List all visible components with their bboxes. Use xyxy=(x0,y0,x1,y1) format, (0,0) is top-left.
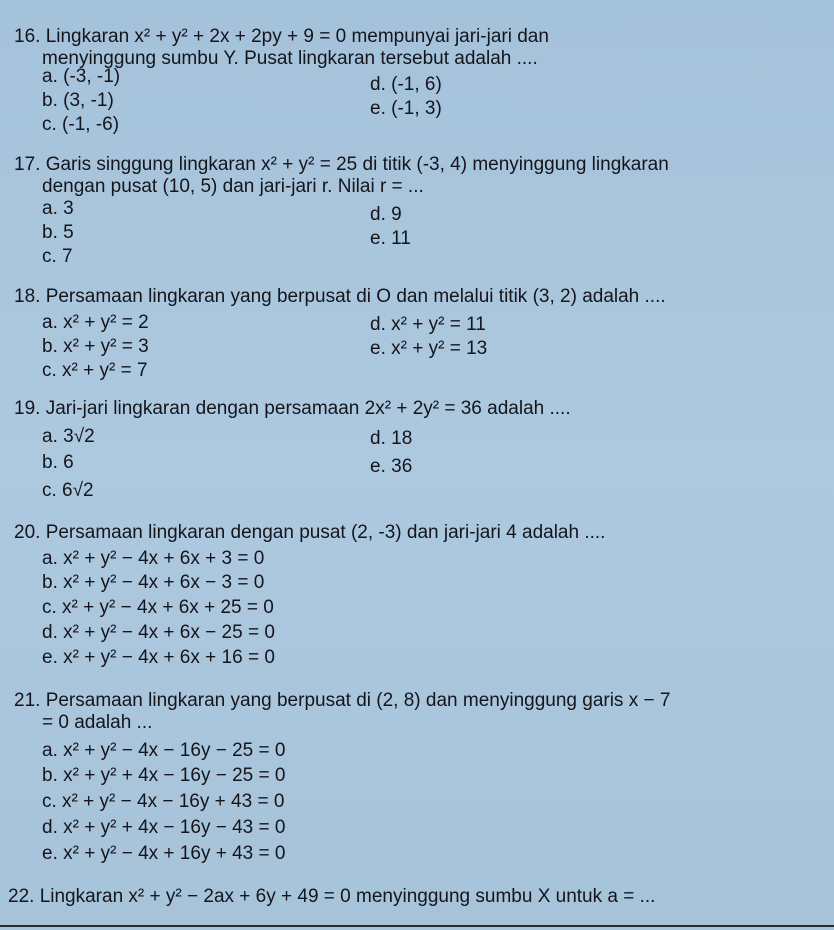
question-18-stem: 18. Persamaan lingkaran yang berpusat di O dan melalui titik (3, 2) adalah .... xyxy=(14,286,666,307)
q17-option-d[interactable]: d. 9 xyxy=(370,204,402,225)
question-19-stem: 19. Jari-jari lingkaran dengan persamaan 2x² + 2y² = 36 adalah .... xyxy=(14,398,571,419)
question-16-stem-continued: menyinggung sumbu Y. Pusat lingkaran tersebut adalah .... xyxy=(42,48,538,69)
q18-option-d[interactable]: d. x² + y² = 11 xyxy=(370,314,486,335)
q16-option-d[interactable]: d. (-1, 6) xyxy=(370,74,442,95)
q19-option-b[interactable]: b. 6 xyxy=(42,452,74,473)
q21-option-a[interactable]: a. x² + y² − 4x − 16y − 25 = 0 xyxy=(42,740,286,761)
q16-option-e[interactable]: e. (-1, 3) xyxy=(370,98,442,119)
question-16-stem: 16. Lingkaran x² + y² + 2x + 2py + 9 = 0 mempunyai jari-jari dan xyxy=(14,26,549,47)
page-bottom-edge xyxy=(0,925,834,927)
q17-option-a[interactable]: a. 3 xyxy=(42,198,74,219)
question-18 xyxy=(14,286,814,308)
question-17-stem-continued: dengan pusat (10, 5) dan jari-jari r. Nilai r = ... xyxy=(42,176,424,197)
question-17 xyxy=(14,154,814,198)
q20-option-c[interactable]: c. x² + y² − 4x + 6x + 25 = 0 xyxy=(42,597,274,618)
question-16 xyxy=(14,26,814,70)
q21-option-d[interactable]: d. x² + y² + 4x − 16y − 43 = 0 xyxy=(42,817,286,838)
q16-option-a[interactable]: a. (-3, -1) xyxy=(42,66,121,87)
q18-option-e[interactable]: e. x² + y² = 13 xyxy=(370,338,488,359)
q19-option-e[interactable]: e. 36 xyxy=(370,456,413,477)
q19-option-c[interactable]: c. 6√2 xyxy=(42,480,94,501)
q16-option-b[interactable]: b. (3, -1) xyxy=(42,90,114,111)
question-21-stem-continued: = 0 adalah ... xyxy=(42,712,153,733)
q20-option-a[interactable]: a. x² + y² − 4x + 6x + 3 = 0 xyxy=(42,548,265,569)
question-20 xyxy=(14,522,814,544)
question-21-stem: 21. Persamaan lingkaran yang berpusat di (2, 8) dan menyinggung garis x − 7 xyxy=(14,690,671,711)
q18-option-c[interactable]: c. x² + y² = 7 xyxy=(42,360,148,381)
q16-option-c[interactable]: c. (-1, -6) xyxy=(42,114,120,135)
q18-option-b[interactable]: b. x² + y² = 3 xyxy=(42,336,149,357)
question-20-stem: 20. Persamaan lingkaran dengan pusat (2, -3) dan jari-jari 4 adalah .... xyxy=(14,522,606,543)
q19-option-a[interactable]: a. 3√2 xyxy=(42,426,95,447)
question-19 xyxy=(14,398,814,420)
question-22-stem: 22. Lingkaran x² + y² − 2ax + 6y + 49 = 0 menyinggung sumbu X untuk a = ... xyxy=(8,886,656,907)
q17-option-c[interactable]: c. 7 xyxy=(42,246,73,267)
q17-option-b[interactable]: b. 5 xyxy=(42,222,74,243)
q21-option-b[interactable]: b. x² + y² + 4x − 16y − 25 = 0 xyxy=(42,765,286,786)
q18-option-a[interactable]: a. x² + y² = 2 xyxy=(42,312,149,333)
question-21 xyxy=(14,690,814,734)
q17-option-e[interactable]: e. 11 xyxy=(370,228,411,249)
q21-option-e[interactable]: e. x² + y² − 4x + 16y + 43 = 0 xyxy=(42,843,286,864)
q19-option-d[interactable]: d. 18 xyxy=(370,428,413,449)
q20-option-b[interactable]: b. x² + y² − 4x + 6x − 3 = 0 xyxy=(42,572,265,593)
q20-option-e[interactable]: e. x² + y² − 4x + 6x + 16 = 0 xyxy=(42,647,275,668)
question-17-stem: 17. Garis singgung lingkaran x² + y² = 25 di titik (-3, 4) menyinggung lingkaran xyxy=(14,154,669,175)
q21-option-c[interactable]: c. x² + y² − 4x − 16y + 43 = 0 xyxy=(42,791,285,812)
question-22 xyxy=(8,886,808,908)
q20-option-d[interactable]: d. x² + y² − 4x + 6x − 25 = 0 xyxy=(42,622,275,643)
